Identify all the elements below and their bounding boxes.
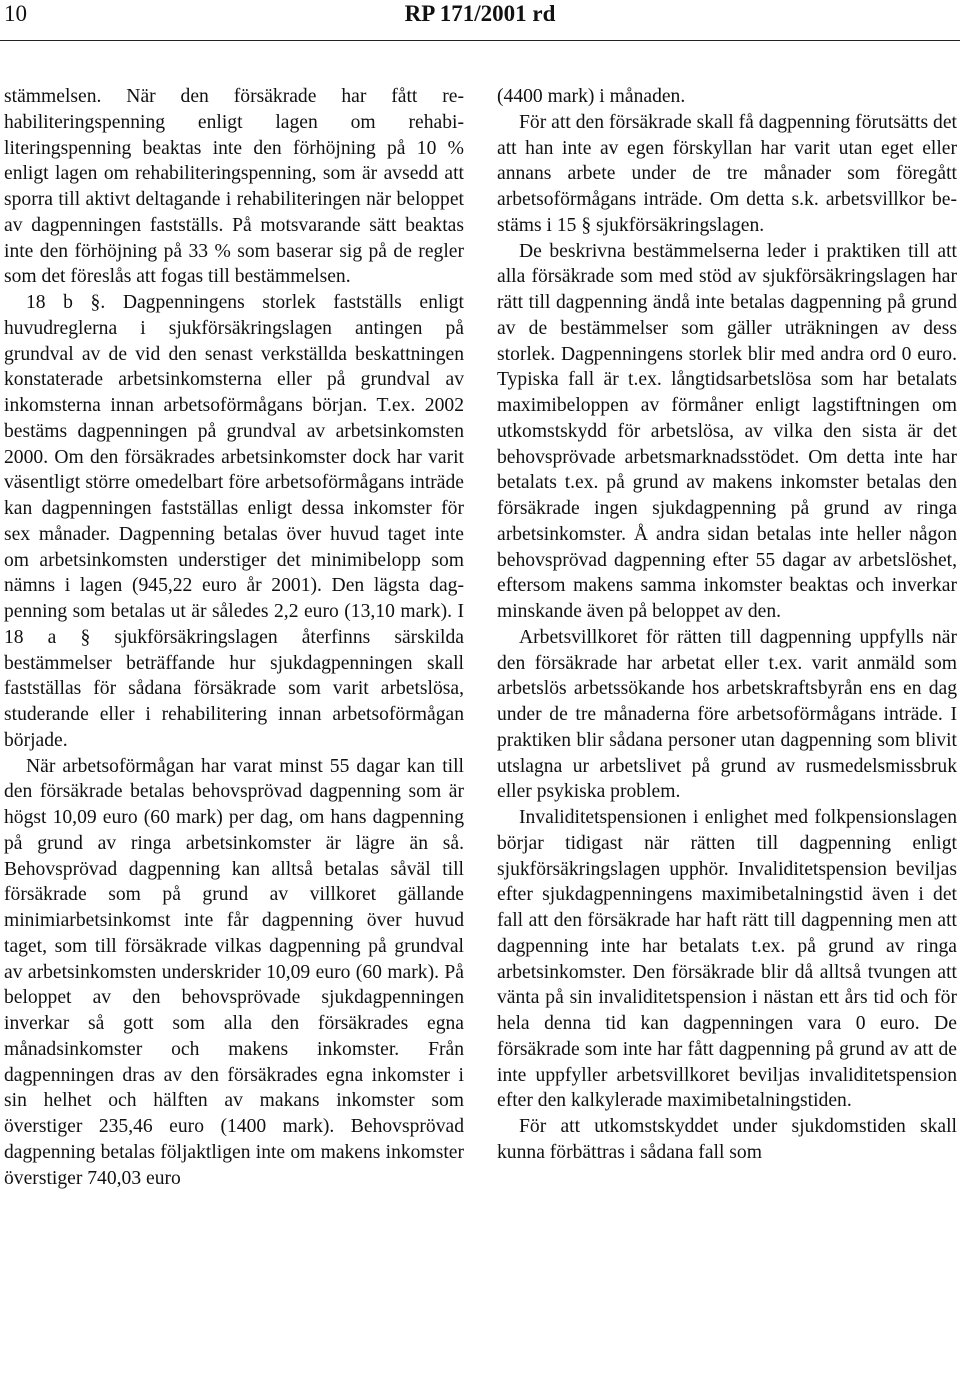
right-column [497, 84, 957, 1166]
page-number: 10 [4, 1, 27, 26]
paragraph: För att den försäkrade skall få dagpenning förutsätts det att han inte av egen förskyllan har varit utan eget eller annans arbete under de tre månader som föregått arbetsoförmågans inträde. Om detta s.k. arbetsvillkor bestäms i 15 § sjukförsäkringslagen. [497, 111, 957, 236]
paragraph: Arbetsvillkoret för rätten till dagpenning uppfylls när den försäkrade har arbetat eller t.ex. varit anmäld som arbetslös arbetssökande hos arbetskraftsbyrån ens en dag under de tre månaderna före arbetsoförmågans inträde. I praktiken blir sådana personer utan dagpenning som blivit utslagna ur arbetslivet på grund av rusmedelsmissbruk eller psykiska problem. [497, 626, 957, 803]
paragraph: 18 b §. Dagpenningens storlek fastställs enligt huvudreglerna i sjukförsäkringslagen antingen på grundval av de vid den senast verkställda beskattningen konstaterade arbetsinkomsterna eller på grundval av inkomsterna innan arbetsoförmågans början. T.ex. 2002 bestäms dagpenningen på grundval av arbetsinkomsten 2000. Om den försäkrades arbetsinkomster dock har varit väsentligt större omedelbart före arbetsoförmågans inträde kan dagpenningen fastställas enligt dessa inkomster för sex månader. Dagpenning betalas över huvud taget inte om arbetsinkomsten understiger det minimibelopp som nämns i lagen (945,22 euro år 2001). Den lägsta dagpenning som betalas ut är således 2,2 euro (13,10 mark). I 18 a § sjukförsäkringslagen återfinns särskilda bestämmelser beträffande hur sjukdagpenningen skall fastställas för sådana försäkrade som varit arbetslösa, studerande eller i rehabilitering innan arbetsoförmågan började. [4, 292, 464, 751]
left-column [4, 84, 464, 1191]
paragraph: stämmelsen. När den försäkrade har fått rehabiliteringspenning enligt lagen om rehabiliteringspenning beaktas inte den förhöjning på 10 % enligt lagen om rehabiliteringspenning, som är avsedd att sporra till aktivt deltagande i rehabiliteringen när beloppet av dagpenningen fastställs. På motsvarande sätt beaktas inte den förhöjning på 33 % som baserar sig på de regler som det föreslås att fogas till bestämmelsen. [4, 86, 464, 288]
paragraph: Invaliditetspensionen i enlighet med folkpensionslagen börjar tidigast när rätten till dagpenning enligt sjukförsäkringslagen upphör. Invaliditetspension beviljas efter sjukdagpenningens maximibetalningstid även i det fall att den försäkrade har haft rätt till dagpenning men att dagpenning inte har betalats t.ex. på grund av ringa arbetsinkomster. Den försäkrade blir då alltså tvungen att vänta på sin invaliditetspension i nästan ett års tid och för hela denna tid kan dagpenningen vara 0 euro. De försäkrade som inte har fått dagpenning på grund av att de inte uppfyller arbetsvillkoret beviljas invaliditetspension efter den kalkylerade maximibetalningstiden. [497, 807, 957, 1112]
page-header [0, 0, 960, 40]
paragraph: För att utkomstskyddet under sjukdomstiden skall kunna förbättras i sådana fall som [497, 1116, 957, 1163]
header-rule [0, 40, 960, 41]
paragraph: (4400 mark) i månaden. [497, 86, 686, 107]
paragraph: De beskrivna bestämmelserna leder i praktiken till att alla försäkrade som med stöd av sjukförsäkringslagen har rätt till dagpenning ändå inte betalas dagpenning på grund av de bestämmelser som gäller uträkningen av dess storlek. Dagpenningens storlek blir med andra ord 0 euro. Typiska fall är t.ex. långtidsarbetslösa som har betalats maximibeloppen av förmåner enligt lagstiftningen om utkomstskydd för arbetslösa, av vilka den sista är det behovsprövade arbetsmarknadsstödet. Om detta inte har betalats t.ex. på grund av makens inkomster betalas den försäkrade ingen sjukdagpenning på grund av ringa arbetsinkomster. Å andra sidan betalas inte heller någon behovsprövad dagpenning efter 55 dagar av arbetslöshet, eftersom makens samma inkomster beaktas och inverkar minskande även på beloppet av den. [497, 240, 957, 622]
document-reference: RP 171/2001 rd [404, 1, 556, 26]
paragraph: När arbetsoförmågan har varat minst 55 dagar kan till den försäkrade betalas behovsprövad dagpenning som är högst 10,09 euro (60 mark) per dag, om hans dagpenning på grund av ringa arbetsinkomster är lägre än så. Behovsprövad dagpenning kan alltså betalas såväl till försäkrade som på grund av villkoret gällande minimiarbetsinkomst inte får dagpenning över huvud taget, som till försäkrade vilkas dagpenning på grundval av arbetsinkomsten underskrider 10,09 euro (60 mark). På beloppet av den behovsprövade sjukdagpenningen inverkar så gott som alla den försäkrades egna månadsinkomster och makens inkomster. Från dagpenningen dras av den försäkrades egna inkomster i sin helhet och hälften av makans inkomster som överstiger 235,46 euro (1400 mark). Behovsprövad dagpenning betalas följaktligen inte om makens inkomster överstiger 740,03 euro [4, 755, 464, 1189]
